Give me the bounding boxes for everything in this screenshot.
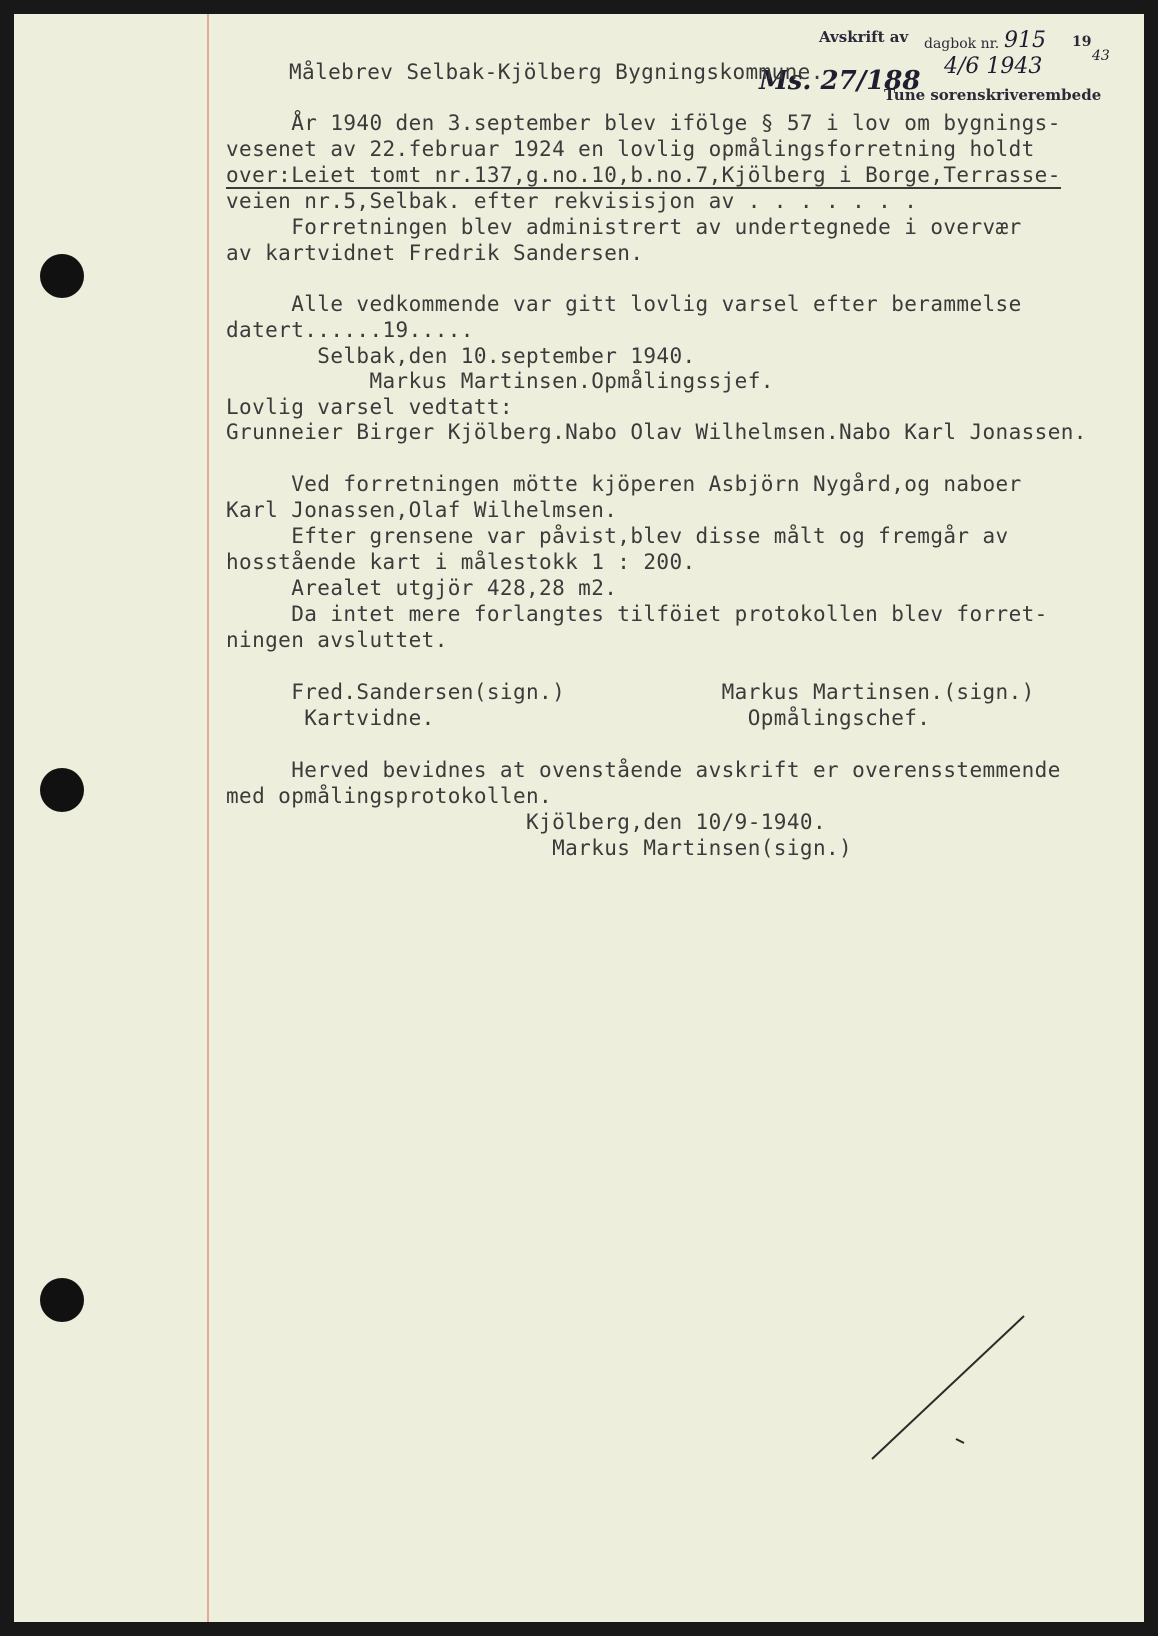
stamp-dagbok-label: dagbok nr. bbox=[924, 36, 1000, 52]
body-line: Grunneier Birger Kjölberg.Nabo Olav Wilhelmsen.Nabo Karl Jonassen. bbox=[226, 420, 1087, 444]
body-line: Karl Jonassen,Olaf Wilhelmsen. bbox=[226, 498, 618, 522]
stamp-dagbok-number: 915 bbox=[1004, 28, 1046, 53]
stamp-avskrift-label: Avskrift av bbox=[819, 28, 909, 46]
stamp-year-prefix: 19 bbox=[1072, 34, 1092, 50]
body-line: Markus Martinsen.Opmålingssjef. bbox=[226, 369, 774, 393]
body-line: av kartvidnet Fredrik Sandersen. bbox=[226, 241, 644, 265]
punch-hole-bottom bbox=[40, 1278, 84, 1322]
body-line: Efter grensene var påvist,blev disse målt og fremgår av bbox=[226, 524, 1009, 548]
body-line: Arealet utgjör 428,28 m2. bbox=[226, 576, 618, 600]
body-line: veien nr.5,Selbak. efter rekvisisjon av . . . . . . . bbox=[226, 189, 918, 213]
pen-stroke bbox=[864, 1304, 1044, 1474]
body-line: over:Leiet tomt nr.137,g.no.10,b.no.7,Kjölberg i Borge,Terrasse- bbox=[226, 163, 1061, 187]
body-line: Selbak,den 10.september 1940. bbox=[226, 344, 696, 368]
stamp-office: Tune sorenskriverembede bbox=[884, 86, 1102, 104]
body-line: Da intet mere forlangtes tilföiet protokollen blev forret- bbox=[226, 602, 1048, 626]
body-line: Lovlig varsel vedtatt: bbox=[226, 395, 513, 419]
signature-title-line: Kartvidne. Opmålingschef. bbox=[226, 706, 931, 730]
handwritten-reference: Ms. 27/188 bbox=[759, 66, 921, 96]
body-line: med opmålingsprotokollen. bbox=[226, 784, 553, 808]
body-line: År 1940 den 3.september blev ifölge § 57 i lov om bygnings- bbox=[226, 111, 1061, 135]
body-line: datert......19..... bbox=[226, 318, 474, 342]
body-line: Kjölberg,den 10/9-1940. bbox=[226, 810, 826, 834]
body-line: Alle vedkommende var gitt lovlig varsel efter berammelse bbox=[226, 292, 1022, 316]
document-page bbox=[14, 14, 1144, 1622]
body-line: Ved forretningen mötte kjöperen Asbjörn Nygård,og naboer bbox=[226, 472, 1022, 496]
stamp-year-suffix: 43 bbox=[1092, 48, 1110, 64]
body-line: Forretningen blev administrert av undertegnede i overvær bbox=[226, 215, 1022, 239]
punch-hole-top bbox=[40, 254, 84, 298]
body-line: Herved bevidnes at ovenstående avskrift er overensstemmende bbox=[226, 758, 1061, 782]
body-line: ningen avsluttet. bbox=[226, 628, 448, 652]
document-title: Målebrev Selbak-Kjölberg Bygningskommune. bbox=[289, 60, 824, 84]
body-line: hosstående kart i målestokk 1 : 200. bbox=[226, 550, 696, 574]
body-line: vesenet av 22.februar 1924 en lovlig opmålingsforretning holdt bbox=[226, 137, 1035, 161]
signature-line: Fred.Sandersen(sign.) Markus Martinsen.(sign.) bbox=[226, 680, 1035, 704]
margin-line bbox=[207, 14, 209, 1622]
punch-hole-middle bbox=[40, 768, 84, 812]
handwritten-date: 4/6 1943 bbox=[944, 54, 1043, 79]
signature-line: Markus Martinsen(sign.) bbox=[226, 836, 853, 860]
